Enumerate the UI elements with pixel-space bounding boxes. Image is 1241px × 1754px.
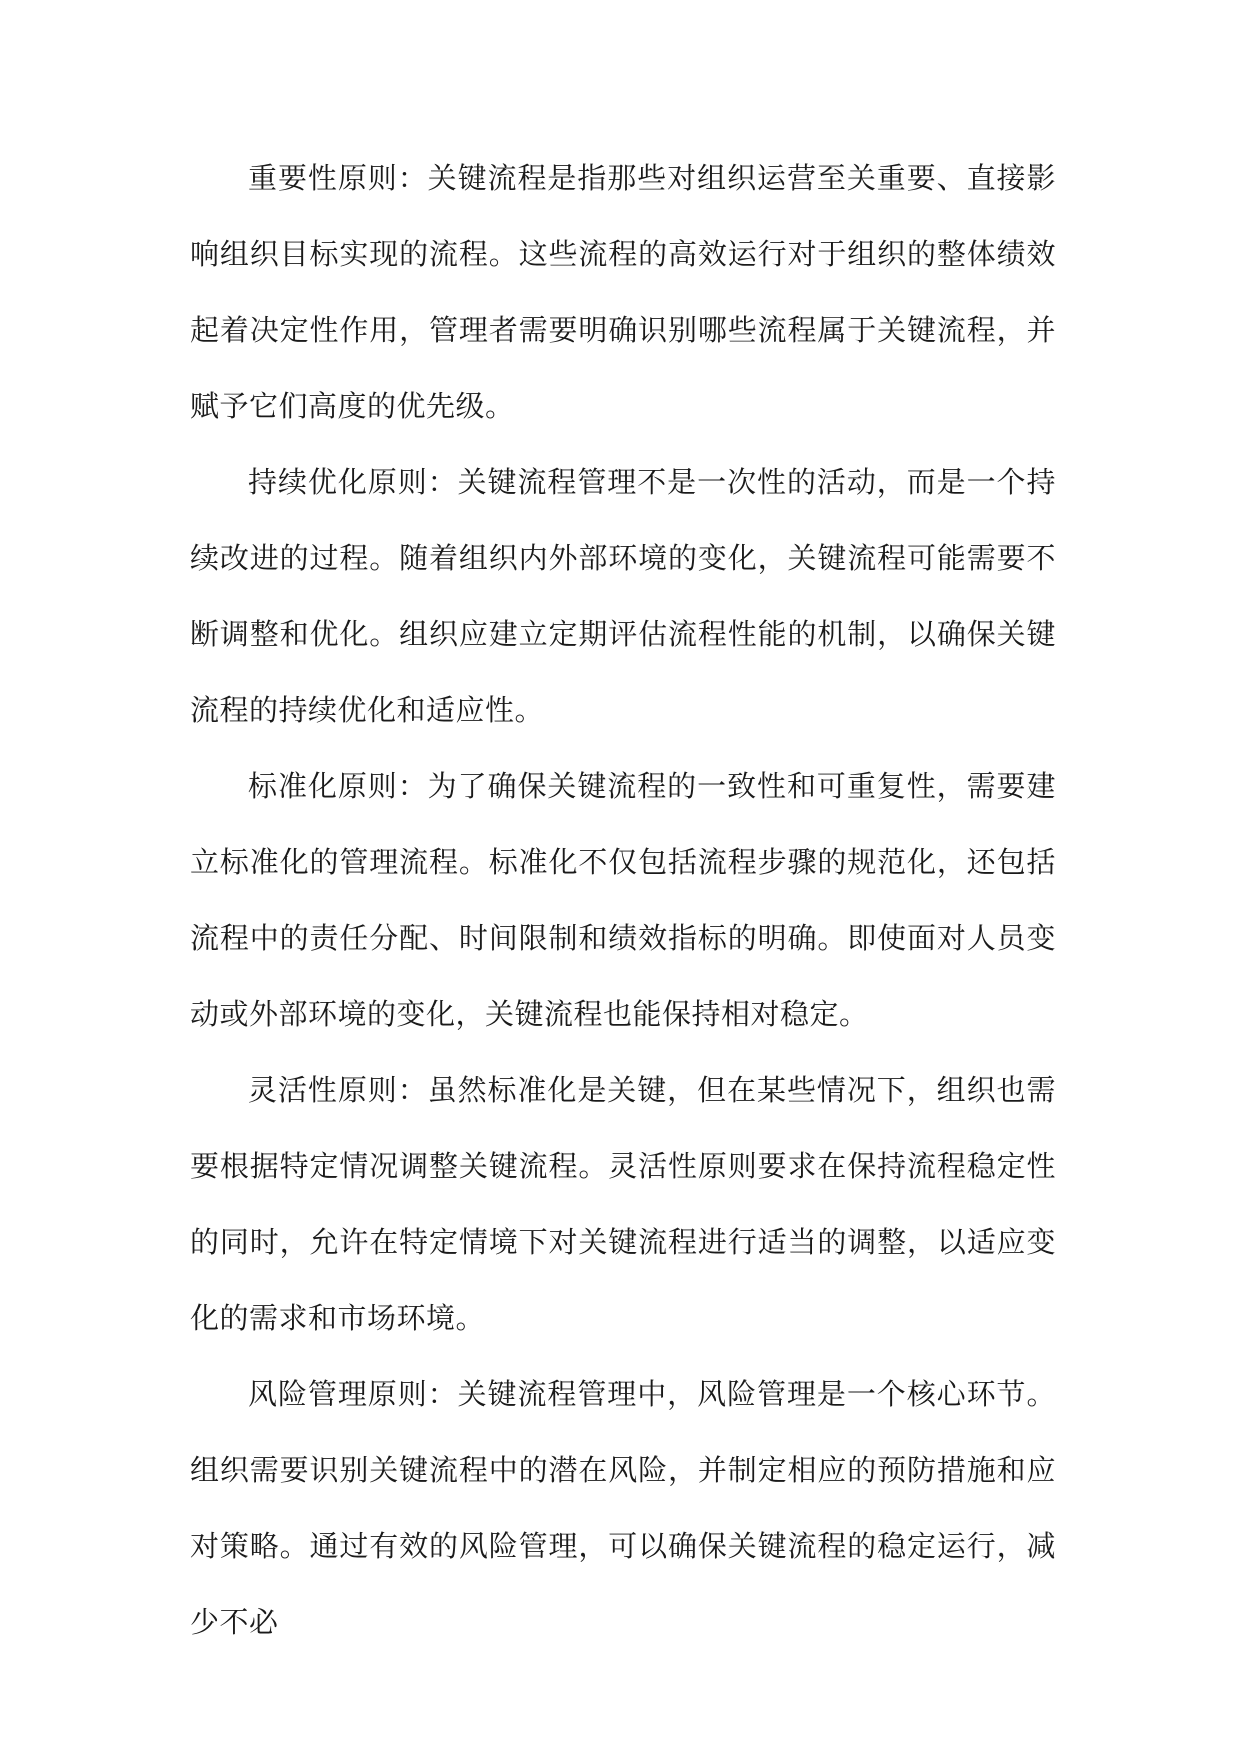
paragraph-importance-principle: 重要性原则：关键流程是指那些对组织运营至关重要、直接影响组织目标实现的流程。这些流程的高效运行对于组织的整体绩效起着决定性作用，管理者需要明确识别哪些流程属于关键流程，并赋予它们高度的优先级。	[190, 161, 1056, 423]
paragraph-flexibility-principle: 灵活性原则：虽然标准化是关键，但在某些情况下，组织也需要根据特定情况调整关键流程。灵活性原则要求在保持流程稳定性的同时，允许在特定情境下对关键流程进行适当的调整，以适应变化的需求和市场环境。	[190, 1073, 1056, 1335]
document-body	[190, 140, 1056, 1660]
paragraph-continuous-optimization-principle: 持续优化原则：关键流程管理不是一次性的活动，而是一个持续改进的过程。随着组织内外部环境的变化，关键流程可能需要不断调整和优化。组织应建立定期评估流程性能的机制，以确保关键流程的持续优化和适应性。	[190, 465, 1056, 727]
paragraph-risk-management-principle: 风险管理原则：关键流程管理中，风险管理是一个核心环节。组织需要识别关键流程中的潜在风险，并制定相应的预防措施和应对策略。通过有效的风险管理，可以确保关键流程的稳定运行，减少不必	[190, 1377, 1056, 1639]
paragraph-standardization-principle: 标准化原则：为了确保关键流程的一致性和可重复性，需要建立标准化的管理流程。标准化不仅包括流程步骤的规范化，还包括流程中的责任分配、时间限制和绩效指标的明确。即使面对人员变动或外部环境的变化，关键流程也能保持相对稳定。	[190, 769, 1056, 1031]
